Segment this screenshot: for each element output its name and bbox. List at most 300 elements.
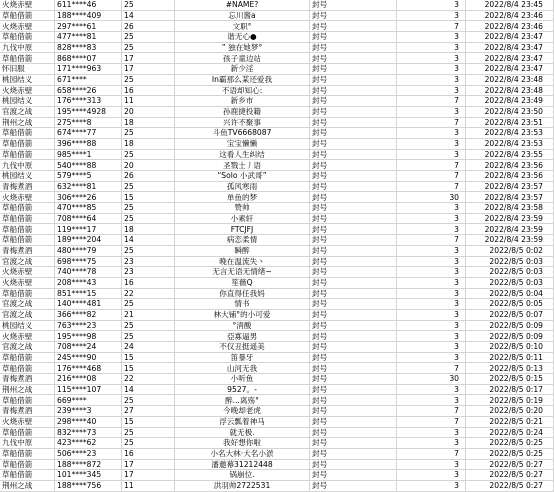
cell-account[interactable]: 540****88 — [55, 160, 122, 171]
cell-days[interactable]: 7 — [397, 171, 466, 182]
table-row[interactable] — [0, 181, 554, 192]
cell-level[interactable]: 25 — [122, 203, 175, 214]
cell-level[interactable]: 23 — [122, 267, 175, 278]
cell-account[interactable]: 171****963 — [55, 64, 122, 75]
table-row[interactable] — [0, 117, 554, 128]
cell-level[interactable]: 20 — [122, 160, 175, 171]
cell-account[interactable]: 708****24 — [55, 342, 122, 353]
cell-level[interactable]: 17 — [122, 470, 175, 481]
cell-days[interactable]: 3 — [397, 149, 466, 160]
cell-account[interactable]: 698****75 — [55, 256, 122, 267]
table-row[interactable] — [0, 459, 554, 470]
cell-nickname[interactable]: 单鱼的梦 — [175, 192, 310, 203]
cell-account[interactable]: 477****81 — [55, 32, 122, 43]
cell-datetime[interactable]: 2022/8/5 0:25 — [466, 438, 554, 449]
cell-account[interactable]: 851****15 — [55, 288, 122, 299]
cell-level[interactable]: 11 — [122, 96, 175, 107]
table-row[interactable] — [0, 331, 554, 342]
cell-level[interactable]: 14 — [122, 384, 175, 395]
cell-nickname[interactable]: 9527。- — [175, 384, 310, 395]
cell-server[interactable]: 草船借箭 — [0, 459, 55, 470]
table-row[interactable] — [0, 224, 554, 235]
cell-nickname[interactable]: 笙薇Q — [175, 277, 310, 288]
cell-nickname[interactable]: 醉...离殇° — [175, 395, 310, 406]
cell-datetime[interactable]: 2022/8/4 23:49 — [466, 96, 554, 107]
cell-nickname[interactable]: 兴许不聚事 — [175, 117, 310, 128]
cell-server[interactable]: 草船借箭 — [0, 395, 55, 406]
cell-account[interactable]: 140****481 — [55, 299, 122, 310]
cell-status[interactable]: 封号 — [310, 320, 397, 331]
cell-server[interactable]: 火烧赤壁 — [0, 85, 55, 96]
cell-account[interactable]: 658****26 — [55, 85, 122, 96]
cell-level[interactable]: 25 — [122, 128, 175, 139]
table-row[interactable] — [0, 235, 554, 246]
cell-account[interactable]: 306****26 — [55, 192, 122, 203]
cell-account[interactable]: 740****78 — [55, 267, 122, 278]
cell-account[interactable]: 119****17 — [55, 224, 122, 235]
cell-days[interactable]: 3 — [397, 74, 466, 85]
cell-status[interactable]: 封号 — [310, 32, 397, 43]
cell-nickname[interactable]: 新少淫 — [175, 64, 310, 75]
cell-days[interactable]: 3 — [397, 288, 466, 299]
cell-nickname[interactable]: 我好想你啦 — [175, 438, 310, 449]
cell-datetime[interactable]: 2022/8/5 0:04 — [466, 288, 554, 299]
cell-server[interactable]: 火烧赤壁 — [0, 0, 55, 10]
cell-datetime[interactable]: 2022/8/5 0:27 — [466, 470, 554, 481]
cell-days[interactable]: 7 — [397, 117, 466, 128]
cell-datetime[interactable]: 2022/8/4 23:51 — [466, 117, 554, 128]
cell-level[interactable]: 17 — [122, 459, 175, 470]
cell-level[interactable]: 26 — [122, 171, 175, 182]
cell-status[interactable]: 封号 — [310, 363, 397, 374]
cell-datetime[interactable]: 2022/8/5 0:10 — [466, 342, 554, 353]
table-row[interactable] — [0, 203, 554, 214]
cell-nickname[interactable]: 情书 — [175, 299, 310, 310]
cell-status[interactable]: 封号 — [310, 192, 397, 203]
table-row[interactable] — [0, 277, 554, 288]
cell-nickname[interactable]: 文职° — [175, 21, 310, 32]
cell-days[interactable]: 3 — [397, 32, 466, 43]
table-row[interactable] — [0, 288, 554, 299]
cell-days[interactable]: 3 — [397, 267, 466, 278]
cell-status[interactable]: 封号 — [310, 74, 397, 85]
cell-status[interactable]: 封号 — [310, 10, 397, 21]
cell-server[interactable]: 荆州之战 — [0, 480, 55, 491]
cell-server[interactable]: 草船借箭 — [0, 235, 55, 246]
cell-server[interactable]: 荆州之战 — [0, 384, 55, 395]
cell-datetime[interactable]: 2022/8/5 0:19 — [466, 395, 554, 406]
cell-account[interactable]: 480****79 — [55, 245, 122, 256]
table-row[interactable] — [0, 438, 554, 449]
cell-level[interactable]: 25 — [122, 299, 175, 310]
cell-status[interactable]: 封号 — [310, 288, 397, 299]
table-row[interactable] — [0, 10, 554, 21]
cell-account[interactable]: 115****107 — [55, 384, 122, 395]
cell-datetime[interactable]: 2022/8/5 0:25 — [466, 448, 554, 459]
cell-days[interactable]: 3 — [397, 213, 466, 224]
table-row[interactable] — [0, 309, 554, 320]
cell-level[interactable]: 16 — [122, 85, 175, 96]
cell-nickname[interactable]: FTCJFJ — [175, 224, 310, 235]
cell-datetime[interactable]: 2022/8/5 0:17 — [466, 384, 554, 395]
cell-server[interactable]: 草船借箭 — [0, 10, 55, 21]
cell-level[interactable]: 17 — [122, 53, 175, 64]
table-row[interactable] — [0, 32, 554, 43]
cell-status[interactable]: 封号 — [310, 299, 397, 310]
cell-status[interactable]: 封号 — [310, 384, 397, 395]
cell-datetime[interactable]: 2022/8/4 23:57 — [466, 181, 554, 192]
table-row[interactable] — [0, 192, 554, 203]
cell-status[interactable]: 封号 — [310, 149, 397, 160]
table-row[interactable] — [0, 42, 554, 53]
cell-datetime[interactable]: 2022/8/4 23:59 — [466, 224, 554, 235]
cell-server[interactable]: 火烧赤壁 — [0, 277, 55, 288]
cell-days[interactable]: 3 — [397, 309, 466, 320]
cell-status[interactable]: 封号 — [310, 96, 397, 107]
table-row[interactable] — [0, 342, 554, 353]
cell-level[interactable]: 18 — [122, 138, 175, 149]
cell-datetime[interactable]: 2022/8/4 23:45 — [466, 0, 554, 10]
cell-status[interactable]: 封号 — [310, 224, 397, 235]
cell-server[interactable]: 官渡之战 — [0, 256, 55, 267]
cell-nickname[interactable]: 这看人生纠结 — [175, 149, 310, 160]
cell-status[interactable]: 封号 — [310, 138, 397, 149]
cell-datetime[interactable]: 2022/8/4 23:56 — [466, 160, 554, 171]
cell-level[interactable]: 15 — [122, 192, 175, 203]
cell-days[interactable]: 7 — [397, 416, 466, 427]
cell-server[interactable]: 官渡之战 — [0, 106, 55, 117]
cell-account[interactable]: 195****98 — [55, 331, 122, 342]
cell-days[interactable]: 3 — [397, 245, 466, 256]
cell-datetime[interactable]: 2022/8/4 23:46 — [466, 21, 554, 32]
cell-account[interactable]: 669**** — [55, 395, 122, 406]
cell-level[interactable]: 15 — [122, 352, 175, 363]
cell-datetime[interactable]: 2022/8/5 0:07 — [466, 309, 554, 320]
table-row[interactable] — [0, 171, 554, 182]
cell-status[interactable]: 封号 — [310, 342, 397, 353]
cell-account[interactable]: 632****81 — [55, 181, 122, 192]
cell-days[interactable]: 3 — [397, 384, 466, 395]
table-row[interactable] — [0, 128, 554, 139]
cell-status[interactable]: 封号 — [310, 181, 397, 192]
cell-account[interactable]: 176****468 — [55, 363, 122, 374]
cell-level[interactable]: 21 — [122, 309, 175, 320]
cell-nickname[interactable]: #NAME? — [175, 0, 310, 10]
cell-nickname[interactable]: 无言无语无情绪~ — [175, 267, 310, 278]
cell-datetime[interactable]: 2022/8/5 0:15 — [466, 374, 554, 385]
cell-nickname[interactable]: 孩子童边站 — [175, 53, 310, 64]
cell-datetime[interactable]: 2022/8/4 23:58 — [466, 203, 554, 214]
cell-days[interactable]: 3 — [397, 470, 466, 481]
cell-days[interactable]: 3 — [397, 352, 466, 363]
cell-datetime[interactable]: 2022/8/5 0:13 — [466, 363, 554, 374]
cell-server[interactable]: 草船借箭 — [0, 288, 55, 299]
cell-nickname[interactable]: 锅崩位. — [175, 470, 310, 481]
cell-server[interactable]: 青梅煮酒 — [0, 406, 55, 417]
cell-datetime[interactable]: 2022/8/4 23:47 — [466, 32, 554, 43]
cell-days[interactable]: 7 — [397, 448, 466, 459]
cell-nickname[interactable]: 病恋柔情 — [175, 235, 310, 246]
cell-days[interactable]: 7 — [397, 181, 466, 192]
cell-account[interactable]: 708****64 — [55, 213, 122, 224]
cell-days[interactable]: 3 — [397, 203, 466, 214]
cell-status[interactable]: 封号 — [310, 352, 397, 363]
cell-status[interactable]: 封号 — [310, 427, 397, 438]
cell-level[interactable]: 25 — [122, 0, 175, 10]
cell-account[interactable]: 396****88 — [55, 138, 122, 149]
cell-nickname[interactable]: 孙鹿捷投籍 — [175, 106, 310, 117]
cell-nickname[interactable]: 小听鱼 — [175, 374, 310, 385]
cell-datetime[interactable]: 2022/8/4 23:48 — [466, 85, 554, 96]
cell-level[interactable]: 25 — [122, 320, 175, 331]
cell-nickname[interactable]: 小名大林·大名小淤 — [175, 448, 310, 459]
cell-nickname[interactable]: In霸那么某还爱我 — [175, 74, 310, 85]
cell-days[interactable]: 3 — [397, 256, 466, 267]
cell-account[interactable]: 611****46 — [55, 0, 122, 10]
cell-server[interactable]: 九伐中原 — [0, 42, 55, 53]
cell-level[interactable]: 16 — [122, 277, 175, 288]
cell-days[interactable]: 3 — [397, 138, 466, 149]
cell-account[interactable]: 188****756 — [55, 480, 122, 491]
table-row[interactable] — [0, 427, 554, 438]
cell-account[interactable]: 366****82 — [55, 309, 122, 320]
cell-days[interactable]: 3 — [397, 53, 466, 64]
cell-nickname[interactable]: 亞寡逼男 — [175, 331, 310, 342]
cell-datetime[interactable]: 2022/8/4 23:47 — [466, 53, 554, 64]
cell-level[interactable]: 25 — [122, 42, 175, 53]
cell-days[interactable]: 3 — [397, 0, 466, 10]
cell-datetime[interactable]: 2022/8/5 0:05 — [466, 299, 554, 310]
table-row[interactable] — [0, 138, 554, 149]
cell-days[interactable]: 3 — [397, 64, 466, 75]
cell-datetime[interactable]: 2022/8/5 0:09 — [466, 331, 554, 342]
cell-level[interactable]: 25 — [122, 32, 175, 43]
cell-status[interactable]: 封号 — [310, 64, 397, 75]
cell-server[interactable]: 草船借箭 — [0, 138, 55, 149]
cell-server[interactable]: 草船借箭 — [0, 363, 55, 374]
table-row[interactable] — [0, 384, 554, 395]
cell-nickname[interactable]: 孤风寒雨 — [175, 181, 310, 192]
cell-days[interactable]: 3 — [397, 299, 466, 310]
cell-account[interactable]: 423****62 — [55, 438, 122, 449]
cell-account[interactable]: 188****872 — [55, 459, 122, 470]
table-row[interactable] — [0, 53, 554, 64]
table-row[interactable] — [0, 0, 554, 10]
cell-server[interactable]: 火烧赤壁 — [0, 267, 55, 278]
table-row[interactable] — [0, 320, 554, 331]
cell-datetime[interactable]: 2022/8/4 23:57 — [466, 192, 554, 203]
table-row[interactable] — [0, 21, 554, 32]
cell-nickname[interactable]: 就无极. — [175, 427, 310, 438]
cell-server[interactable]: 九伐中原 — [0, 438, 55, 449]
cell-server[interactable]: 九伐中原 — [0, 160, 55, 171]
table-row[interactable] — [0, 245, 554, 256]
cell-account[interactable]: 470****85 — [55, 203, 122, 214]
cell-level[interactable]: 18 — [122, 117, 175, 128]
cell-status[interactable]: 封号 — [310, 470, 397, 481]
cell-server[interactable]: 青梅煮酒 — [0, 374, 55, 385]
cell-level[interactable]: 27 — [122, 406, 175, 417]
cell-account[interactable]: 297****61 — [55, 21, 122, 32]
cell-days[interactable]: 30 — [397, 374, 466, 385]
cell-days[interactable]: 3 — [397, 395, 466, 406]
cell-datetime[interactable]: 2022/8/4 23:53 — [466, 138, 554, 149]
cell-level[interactable]: 24 — [122, 342, 175, 353]
cell-nickname[interactable]: 新乡市 — [175, 96, 310, 107]
cell-server[interactable]: 草船借箭 — [0, 448, 55, 459]
cell-days[interactable]: 3 — [397, 128, 466, 139]
cell-nickname[interactable]: 瞬醉 — [175, 245, 310, 256]
cell-status[interactable]: 封号 — [310, 459, 397, 470]
table-row[interactable] — [0, 470, 554, 481]
cell-datetime[interactable]: 2022/8/5 0:27 — [466, 459, 554, 470]
cell-level[interactable]: 25 — [122, 149, 175, 160]
cell-status[interactable]: 封号 — [310, 42, 397, 53]
cell-nickname[interactable]: 洪羽帅2722531 — [175, 480, 310, 491]
cell-nickname[interactable]: 斗鱼TV6668087 — [175, 128, 310, 139]
cell-days[interactable]: 3 — [397, 427, 466, 438]
cell-nickname[interactable]: “Solo 小武哥” — [175, 171, 310, 182]
cell-status[interactable]: 封号 — [310, 480, 397, 491]
cell-level[interactable]: 18 — [122, 224, 175, 235]
cell-server[interactable]: 草船借箭 — [0, 149, 55, 160]
cell-status[interactable]: 封号 — [310, 395, 397, 406]
table-row[interactable] — [0, 406, 554, 417]
cell-days[interactable]: 7 — [397, 363, 466, 374]
table-row[interactable] — [0, 480, 554, 491]
cell-server[interactable]: 草船借箭 — [0, 32, 55, 43]
cell-status[interactable]: 封号 — [310, 53, 397, 64]
cell-level[interactable]: 20 — [122, 106, 175, 117]
cell-level[interactable]: 25 — [122, 245, 175, 256]
cell-account[interactable]: 985****1 — [55, 149, 122, 160]
cell-datetime[interactable]: 2022/8/4 23:47 — [466, 64, 554, 75]
cell-account[interactable]: 275****8 — [55, 117, 122, 128]
cell-nickname[interactable]: 宝宝懒懒 — [175, 138, 310, 149]
cell-account[interactable]: 579****5 — [55, 171, 122, 182]
table-row[interactable] — [0, 106, 554, 117]
cell-days[interactable]: 3 — [397, 438, 466, 449]
cell-nickname[interactable]: 山河无我 — [175, 363, 310, 374]
cell-days[interactable]: 3 — [397, 277, 466, 288]
cell-status[interactable]: 封号 — [310, 128, 397, 139]
cell-nickname[interactable]: 不仅丑挺遥美 — [175, 342, 310, 353]
cell-nickname[interactable]: 林大铺°的小可爱 — [175, 309, 310, 320]
cell-status[interactable]: 封号 — [310, 309, 397, 320]
cell-days[interactable]: 7 — [397, 406, 466, 417]
cell-days[interactable]: 7 — [397, 96, 466, 107]
cell-level[interactable]: 14 — [122, 235, 175, 246]
cell-days[interactable]: 3 — [397, 42, 466, 53]
cell-status[interactable]: 封号 — [310, 117, 397, 128]
cell-status[interactable]: 封号 — [310, 235, 397, 246]
cell-status[interactable]: 封号 — [310, 267, 397, 278]
table-row[interactable] — [0, 374, 554, 385]
cell-account[interactable]: 101****345 — [55, 470, 122, 481]
cell-datetime[interactable]: 2022/8/5 0:02 — [466, 245, 554, 256]
cell-status[interactable]: 封号 — [310, 438, 397, 449]
cell-server[interactable]: 草船借箭 — [0, 203, 55, 214]
table-row[interactable] — [0, 96, 554, 107]
cell-days[interactable]: 3 — [397, 459, 466, 470]
table-row[interactable] — [0, 64, 554, 75]
cell-datetime[interactable]: 2022/8/4 23:56 — [466, 171, 554, 182]
cell-account[interactable]: 245****90 — [55, 352, 122, 363]
cell-datetime[interactable]: 2022/8/5 0:09 — [466, 320, 554, 331]
cell-nickname[interactable]: 赞帅 — [175, 203, 310, 214]
cell-datetime[interactable]: 2022/8/5 0:11 — [466, 352, 554, 363]
cell-level[interactable]: 25 — [122, 331, 175, 342]
cell-server[interactable]: 桃园结义 — [0, 74, 55, 85]
cell-status[interactable]: 封号 — [310, 85, 397, 96]
cell-level[interactable]: 25 — [122, 438, 175, 449]
table-row[interactable] — [0, 256, 554, 267]
cell-level[interactable]: 15 — [122, 416, 175, 427]
cell-datetime[interactable]: 2022/8/5 0:27 — [466, 480, 554, 491]
table-row[interactable] — [0, 267, 554, 278]
cell-status[interactable]: 封号 — [310, 160, 397, 171]
cell-datetime[interactable]: 2022/8/5 0:20 — [466, 406, 554, 417]
cell-level[interactable]: 16 — [122, 448, 175, 459]
cell-status[interactable]: 封号 — [310, 416, 397, 427]
table-row[interactable] — [0, 85, 554, 96]
cell-datetime[interactable]: 2022/8/4 23:59 — [466, 235, 554, 246]
cell-days[interactable]: 3 — [397, 10, 466, 21]
cell-status[interactable]: 封号 — [310, 106, 397, 117]
cell-server[interactable]: 桃园结义 — [0, 320, 55, 331]
cell-level[interactable]: 15 — [122, 363, 175, 374]
cell-days[interactable]: 30 — [397, 192, 466, 203]
cell-status[interactable]: 封号 — [310, 256, 397, 267]
cell-server[interactable]: 桃园结义 — [0, 96, 55, 107]
table-row[interactable] — [0, 352, 554, 363]
cell-nickname[interactable]: 圣戮士丿语 — [175, 160, 310, 171]
cell-datetime[interactable]: 2022/8/5 0:03 — [466, 277, 554, 288]
table-row[interactable] — [0, 213, 554, 224]
cell-server[interactable]: 官渡之战 — [0, 342, 55, 353]
cell-status[interactable]: 封号 — [310, 213, 397, 224]
cell-server[interactable]: 怀旧服 — [0, 64, 55, 75]
cell-level[interactable]: 25 — [122, 395, 175, 406]
cell-server[interactable]: 官渡之战 — [0, 299, 55, 310]
cell-nickname[interactable]: 潘邀幕31212448 — [175, 459, 310, 470]
cell-server[interactable]: 火烧赤壁 — [0, 192, 55, 203]
cell-days[interactable]: 3 — [397, 106, 466, 117]
cell-status[interactable]: 封号 — [310, 171, 397, 182]
cell-nickname[interactable]: 忘川酱a — [175, 10, 310, 21]
cell-status[interactable]: 封号 — [310, 21, 397, 32]
cell-datetime[interactable]: 2022/8/5 0:21 — [466, 416, 554, 427]
cell-account[interactable]: 298****40 — [55, 416, 122, 427]
table-row[interactable] — [0, 363, 554, 374]
cell-account[interactable]: 239****3 — [55, 406, 122, 417]
cell-days[interactable]: 7 — [397, 235, 466, 246]
cell-datetime[interactable]: 2022/8/4 23:55 — [466, 149, 554, 160]
table-row[interactable] — [0, 448, 554, 459]
cell-account[interactable]: 763****23 — [55, 320, 122, 331]
cell-status[interactable]: 封号 — [310, 203, 397, 214]
cell-server[interactable]: 桃园结义 — [0, 171, 55, 182]
cell-datetime[interactable]: 2022/8/5 0:03 — [466, 256, 554, 267]
cell-account[interactable]: 195****4928 — [55, 106, 122, 117]
cell-datetime[interactable]: 2022/8/5 0:24 — [466, 427, 554, 438]
table-row[interactable] — [0, 74, 554, 85]
cell-nickname[interactable]: 谐无心● — [175, 32, 310, 43]
cell-nickname[interactable]: 你直得任我妈 — [175, 288, 310, 299]
cell-level[interactable]: 14 — [122, 10, 175, 21]
cell-account[interactable]: 828****83 — [55, 42, 122, 53]
cell-server[interactable]: 草船借箭 — [0, 53, 55, 64]
